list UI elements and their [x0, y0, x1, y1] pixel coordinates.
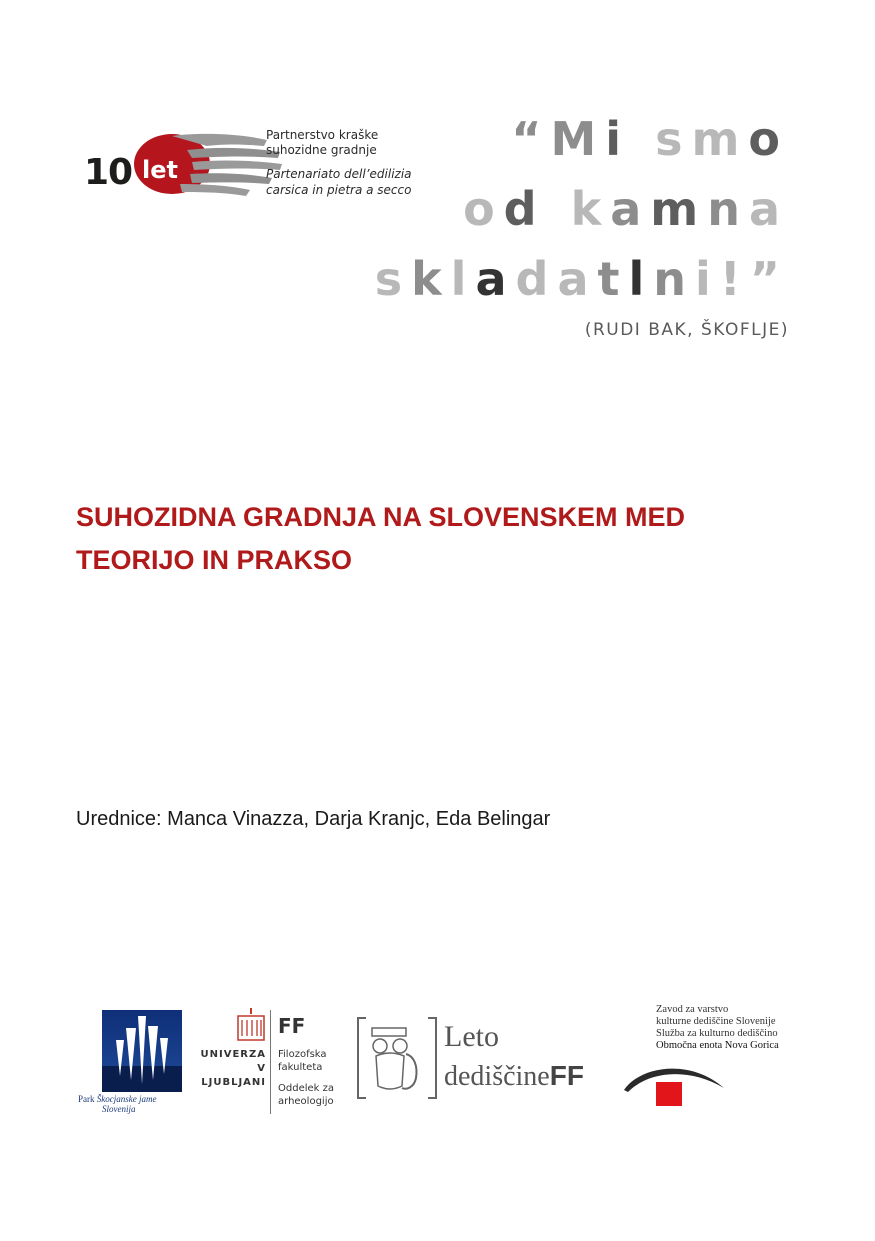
park-country: Slovenija [102, 1104, 136, 1114]
leto-ff: FF [549, 1060, 584, 1091]
leto-word: dediščine [444, 1061, 550, 1092]
university-line1: UNIVERZA [200, 1049, 266, 1060]
park-name: Škocjanske jame [96, 1094, 157, 1104]
logo-badge: let [142, 156, 178, 184]
department-name [278, 1082, 334, 1108]
column-capital-icon [356, 1016, 438, 1100]
quote-line-2: od kamna [463, 182, 789, 236]
title-line-1: SUHOZIDNA GRADNJA NA SLOVENSKEM MED [76, 502, 686, 532]
university-line2: V LJUBLJANI [201, 1063, 266, 1088]
quote-line-3: skladatlni!” [374, 252, 789, 306]
faculty-line2: fakulteta [278, 1062, 323, 1073]
partnership-it-line1: Partenariato dell’edilizia [266, 167, 412, 181]
faculty-name [278, 1048, 327, 1074]
quote-attribution: (RUDI BAK, ŠKOFLJE) [584, 320, 789, 340]
university-building-icon [236, 1008, 266, 1042]
zavod-logo [620, 1004, 810, 1114]
zavod-line4: Območna enota Nova Gorica [656, 1040, 779, 1051]
partnership-it-line2: carsica in pietra a secco [266, 183, 412, 197]
red-square [656, 1082, 682, 1106]
park-prefix: Park [78, 1094, 95, 1104]
divider [270, 1010, 271, 1114]
logo-number: 10 [84, 152, 133, 193]
title-line-2: TEORIJO IN PRAKSO [76, 545, 353, 575]
editors: Urednice: Manca Vinazza, Darja Kranjc, Eda Belingar [76, 808, 551, 830]
department-line1: Oddelek za [278, 1083, 334, 1094]
leto-line2 [444, 1060, 584, 1093]
faculty-line1: Filozofska [278, 1049, 327, 1060]
partnership-si-line1: Partnerstvo kraške [266, 128, 379, 142]
leto-dediscine-logo [356, 1016, 606, 1100]
partnership-si-line2: suhozidne gradnje [266, 143, 377, 157]
zavod-text [656, 1004, 779, 1052]
university-logo [200, 1006, 340, 1116]
partnership-name-si [266, 128, 378, 158]
university-name [200, 1048, 266, 1090]
ff-mark: FF [278, 1014, 306, 1038]
department-line2: arheologijo [278, 1096, 334, 1107]
park-skocjanske-jame-logo [78, 1006, 188, 1116]
zavod-line3: Služba za kulturno dediščino [656, 1028, 778, 1039]
quote-block [375, 104, 789, 340]
partnership-logo [82, 124, 422, 204]
park-emblem [102, 1010, 182, 1092]
park-caption [78, 1094, 208, 1114]
zavod-line1: Zavod za varstvo [656, 1004, 729, 1015]
zavod-line2: kulturne dediščine Slovenije [656, 1016, 776, 1027]
document-title [76, 496, 796, 582]
quote-line-1: “Mi smo [511, 112, 789, 166]
stalactites-icon [102, 1010, 182, 1092]
leto-line1: Leto [444, 1020, 499, 1053]
